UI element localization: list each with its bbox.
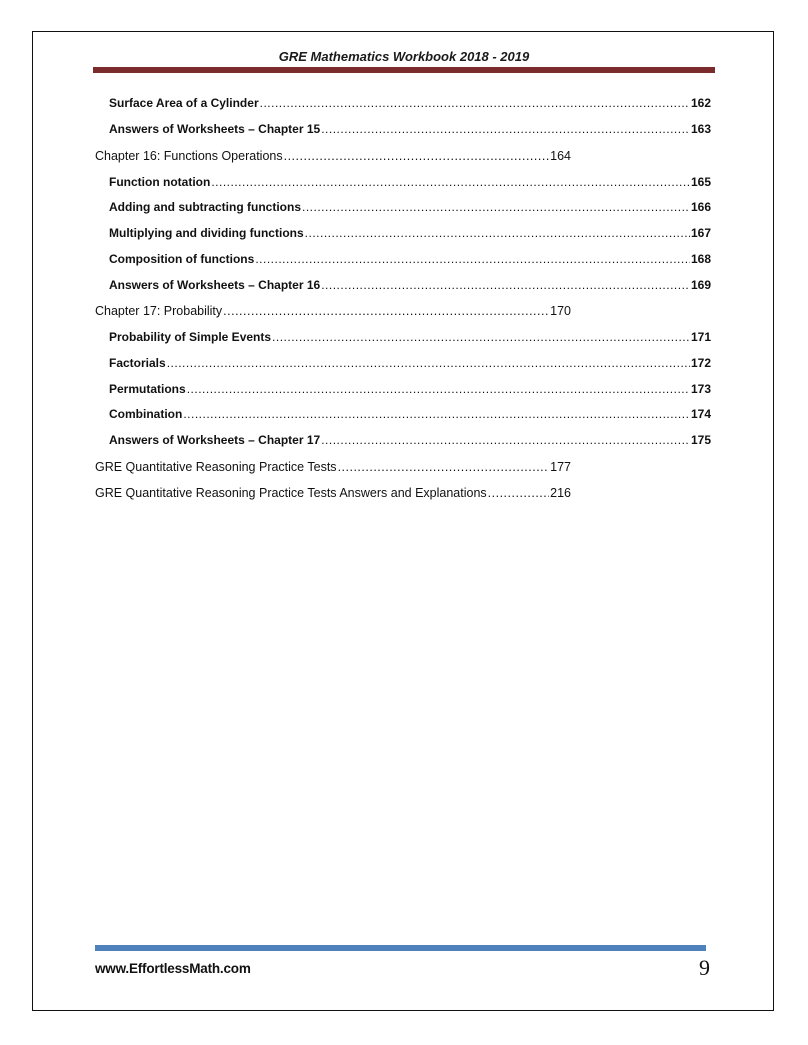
toc-entry-page: 168 bbox=[690, 252, 711, 266]
toc-entry-label: Composition of functions bbox=[109, 252, 255, 266]
toc-subentry[interactable] bbox=[109, 354, 711, 372]
toc-entry-page: 171 bbox=[690, 330, 711, 344]
toc-entry-label: Answers of Worksheets – Chapter 15 bbox=[109, 122, 321, 136]
toc-entry-label: Adding and subtracting functions bbox=[109, 200, 301, 214]
toc-entry-label: GRE Quantitative Reasoning Practice Tests Answers and Explanations bbox=[95, 486, 487, 500]
toc-entry-page: 162 bbox=[690, 96, 711, 110]
toc-entry[interactable] bbox=[95, 484, 571, 502]
toc-entry-page: 216 bbox=[550, 486, 571, 500]
toc-leader-dots bbox=[223, 302, 549, 320]
toc-entry[interactable] bbox=[95, 302, 571, 320]
toc-entry-page: 169 bbox=[690, 278, 711, 292]
toc-entry-page: 164 bbox=[550, 149, 571, 163]
toc-subentry[interactable] bbox=[109, 328, 711, 346]
toc-leader-dots bbox=[321, 431, 690, 449]
toc-leader-dots bbox=[183, 405, 690, 423]
toc-entry-label: Chapter 17: Probability bbox=[95, 304, 223, 318]
toc-entry-page: 166 bbox=[690, 200, 711, 214]
toc-entry-page: 174 bbox=[690, 407, 711, 421]
running-header-title: GRE Mathematics Workbook 2018 - 2019 bbox=[278, 49, 530, 64]
toc-leader-dots bbox=[302, 198, 690, 216]
toc-entry-page: 165 bbox=[690, 175, 711, 189]
toc-entry-page: 177 bbox=[550, 460, 571, 474]
toc-subentry[interactable] bbox=[109, 120, 711, 138]
toc-entry-label: Permutations bbox=[109, 382, 186, 396]
toc-subentry[interactable] bbox=[109, 276, 711, 294]
toc-leader-dots bbox=[321, 120, 690, 138]
toc-entry-label: GRE Quantitative Reasoning Practice Tests bbox=[95, 460, 337, 474]
toc-leader-dots bbox=[338, 458, 550, 476]
toc-subentry[interactable] bbox=[109, 405, 711, 423]
toc-entry-page: 167 bbox=[690, 226, 711, 240]
footer-page-number: 9 bbox=[699, 955, 710, 980]
toc-subentry[interactable] bbox=[109, 173, 711, 191]
toc-entry-label: Surface Area of a Cylinder bbox=[109, 96, 259, 110]
toc-entry-page: 175 bbox=[690, 433, 711, 447]
toc-entry-page: 172 bbox=[690, 356, 711, 370]
toc-entry-label: Multiplying and dividing functions bbox=[109, 226, 304, 240]
toc-entry-page: 163 bbox=[690, 122, 711, 136]
toc-entry-page: 170 bbox=[550, 304, 571, 318]
toc-entry[interactable] bbox=[95, 458, 571, 476]
toc-leader-dots bbox=[167, 354, 690, 372]
toc-subentry[interactable] bbox=[109, 224, 711, 242]
toc-entry-page: 173 bbox=[690, 382, 711, 396]
toc-leader-dots bbox=[321, 276, 690, 294]
footer-website: www.EffortlessMath.com bbox=[95, 961, 251, 976]
table-of-contents bbox=[0, 0, 808, 520]
toc-leader-dots bbox=[211, 173, 690, 191]
toc-leader-dots bbox=[305, 224, 690, 242]
toc-entry-label: Answers of Worksheets – Chapter 16 bbox=[109, 278, 321, 292]
toc-leader-dots bbox=[272, 328, 690, 346]
toc-entry-label: Combination bbox=[109, 407, 183, 421]
toc-leader-dots bbox=[488, 484, 549, 502]
footer-rule bbox=[95, 945, 706, 951]
toc-leader-dots bbox=[255, 250, 690, 268]
toc-subentry[interactable] bbox=[109, 250, 711, 268]
toc-entry-label: Factorials bbox=[109, 356, 166, 370]
toc-subentry[interactable] bbox=[109, 431, 711, 449]
toc-subentry[interactable] bbox=[109, 380, 711, 398]
toc-subentry[interactable] bbox=[109, 94, 711, 112]
toc-subentry[interactable] bbox=[109, 198, 711, 216]
toc-leader-dots bbox=[260, 94, 690, 112]
toc-entry-label: Chapter 16: Functions Operations bbox=[95, 149, 283, 163]
toc-entry-label: Function notation bbox=[109, 175, 211, 189]
toc-leader-dots bbox=[284, 147, 550, 165]
toc-entry-label: Answers of Worksheets – Chapter 17 bbox=[109, 433, 321, 447]
toc-entry-label: Probability of Simple Events bbox=[109, 330, 272, 344]
toc-entry[interactable] bbox=[95, 147, 571, 165]
toc-leader-dots bbox=[187, 380, 690, 398]
